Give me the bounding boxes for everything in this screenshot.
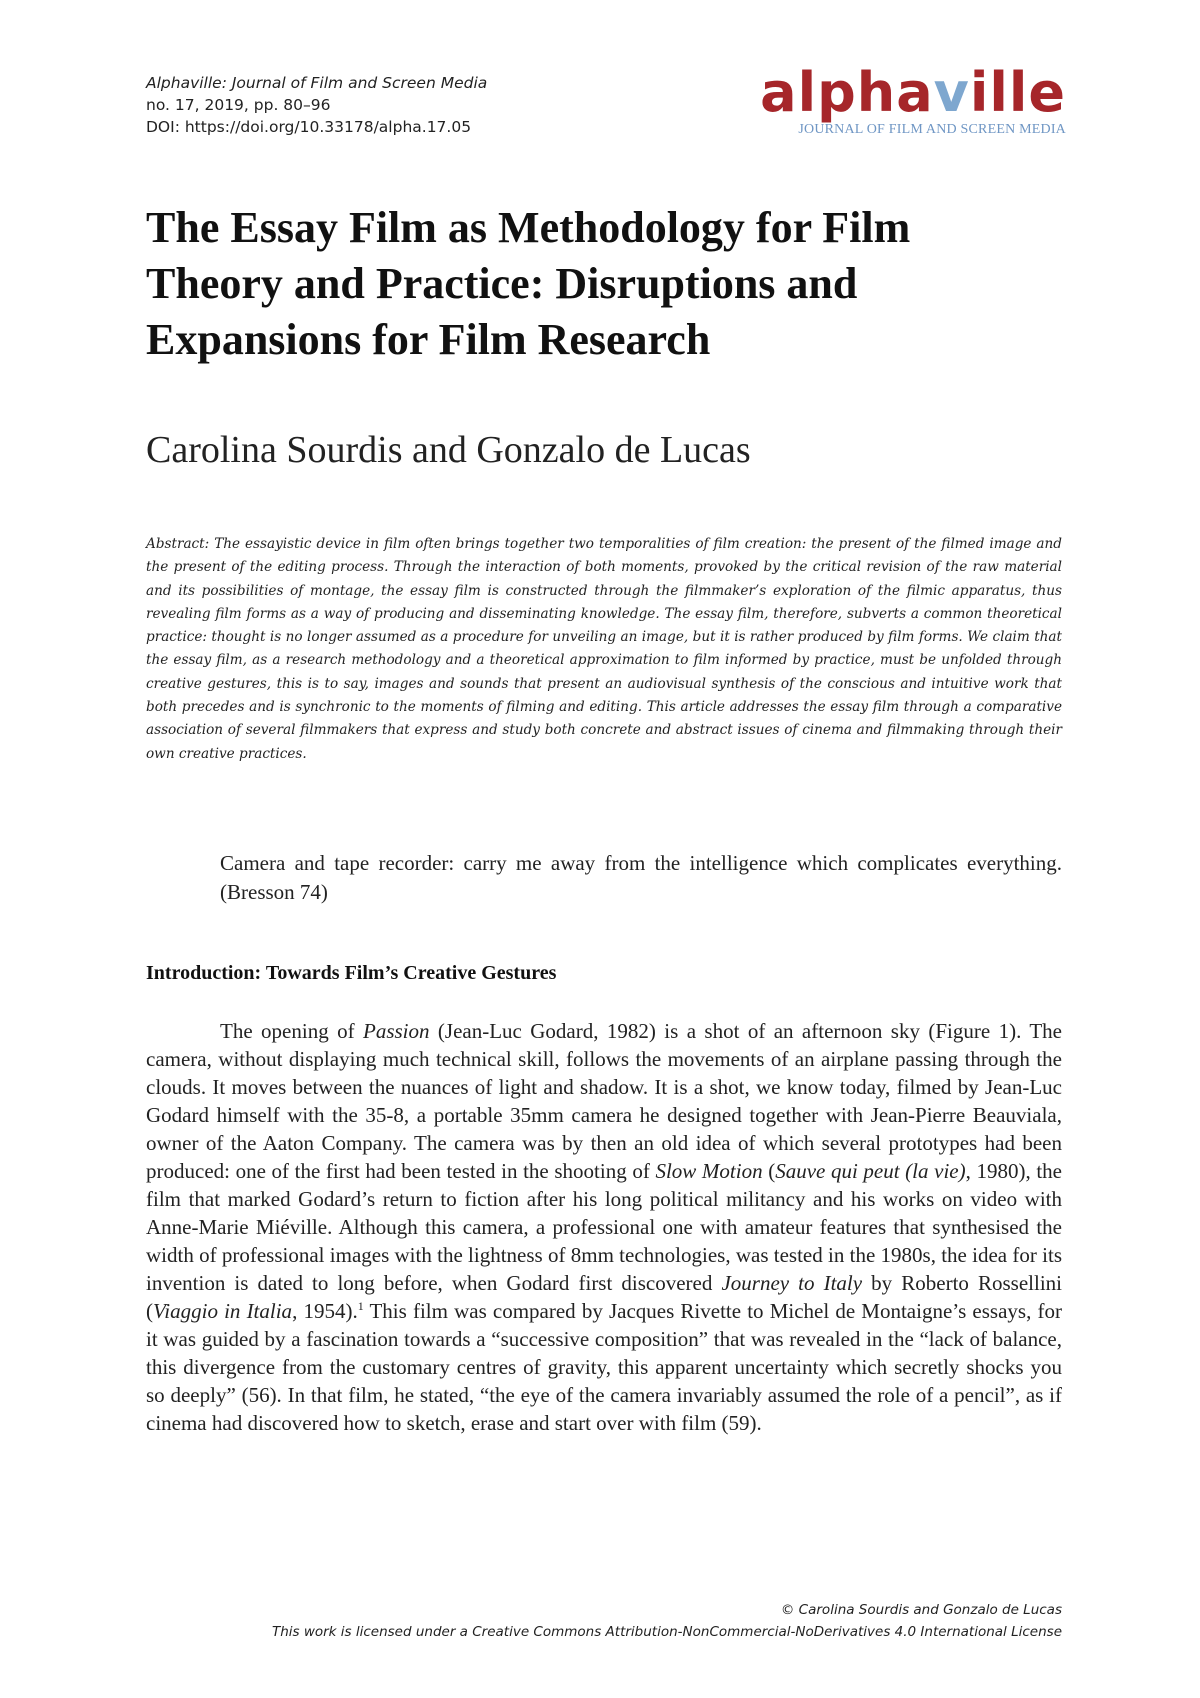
- film-title-slow-motion: Slow Motion: [655, 1159, 763, 1183]
- abstract: [146, 533, 1062, 766]
- body-text: (Jean-Luc Godard, 1982) is a shot of an afternoon sky (Figure 1). The camera, without displaying much technical skill, follows the movements of an airplane passing through the clouds. It moves between the nuances of light and shadow. It is a shot, we know today, filmed by Jean-Luc Godard himself with the 35-8, a portable 35mm camera he designed together with Jean-Pierre Beauviala, owner of the Aaton Company. The camera was by then an old idea of which several prototypes had been produced: one of the first had been tested in the shooting of: [146, 1019, 1062, 1183]
- logo-wordmark-accent: v: [933, 61, 970, 124]
- journal-name: Alphaville: Journal of Film and Screen Media: [146, 74, 488, 92]
- body-text: (: [762, 1159, 776, 1183]
- body-paragraph: [146, 1017, 1062, 1437]
- journal-metadata: [146, 72, 666, 138]
- film-title-sauve-qui-peut: Sauve qui peut (la vie): [775, 1159, 966, 1183]
- article-authors: Carolina Sourdis and Gonzalo de Lucas: [146, 429, 751, 471]
- page-footer: [146, 1599, 1062, 1643]
- body-text: The opening of: [220, 1019, 363, 1043]
- license-notice: This work is licensed under a Creative Commons Attribution-NonCommercial-NoDerivatives 4.0 International License: [271, 1624, 1062, 1640]
- body-text: , 1980), the film that marked Godard’s return to fiction after his long political militancy and his works on video with Anne-Marie Miéville. Although this camera, a professional one with amateur features that synthesised the width of professional images with the lightness of 8mm technologies, was tested in the 1980s, the idea for its invention is dated to long before, when Godard first discovered: [146, 1159, 1062, 1295]
- logo-tagline: JOURNAL OF FILM AND SCREEN MEDIA: [798, 122, 1066, 137]
- logo-wordmark-start: alpha: [760, 61, 934, 124]
- logo-wordmark-end: ille: [969, 61, 1066, 124]
- body-text: This film was compared by Jacques Rivette to Michel de Montaigne’s essays, for it was guided by a fascination towards a “successive composition” that was revealed in the “lack of balance, this divergence from the customary centres of gravity, this apparent uncertainty which secretly shocks you so deeply” (56). In that film, he stated, “the eye of the camera invariably assumed the role of a pencil”, as if cinema had discovered how to sketch, erase and start over with film (59).: [146, 1299, 1062, 1435]
- film-title-viaggio-in-italia: Viaggio in Italia: [153, 1299, 293, 1323]
- copyright-notice: © Carolina Sourdis and Gonzalo de Lucas: [780, 1602, 1062, 1618]
- abstract-label: Abstract:: [146, 536, 210, 552]
- epigraph-quote: Camera and tape recorder: carry me away from the intelligence which complicates everything. (Bresson 74): [220, 851, 1062, 904]
- film-title-passion: Passion: [363, 1019, 430, 1043]
- article-title: The Essay Film as Methodology for Film Theory and Practice: Disruptions and Expansions for Film Research: [146, 203, 911, 364]
- doi-link[interactable]: DOI: https://doi.org/10.33178/alpha.17.05: [146, 118, 472, 136]
- body-text: , 1954).: [292, 1299, 358, 1323]
- abstract-text: The essayistic device in film often brings together two temporalities of film creation: the present of the filmed image and the present of the editing process. Through the interaction of both moments, provoked by the critical revision of the raw material and its possibilities of montage, the essay film is constructed through the filmmaker’s exploration of the filmic apparatus, thus revealing film forms as a way of producing and disseminating knowledge. The essay film, therefore, subverts a common theoretical practice: thought is no longer assumed as a procedure for unveiling an image, but it is rather produced by film forms. We claim that the essay film, as a research methodology and a theoretical approximation to film informed by practice, must be unfolded through creative gestures, this is to say, images and sounds that present an audiovisual synthesis of the conscious and intuitive work that both precedes and is synchronic to the moments of filming and editing. This article addresses the essay film through a comparative association of several filmmakers that express and study both concrete and abstract issues of cinema and filmmaking through their own creative practices.: [146, 536, 1062, 762]
- body-text: by Roberto Rossellini (: [146, 1271, 1062, 1323]
- logo-wordmark: [706, 62, 1066, 124]
- footnote-reference[interactable]: 1: [357, 1299, 364, 1313]
- journal-logo: [706, 62, 1066, 142]
- section-heading: Introduction: Towards Film’s Creative Gestures: [146, 962, 557, 984]
- issue-info: no. 17, 2019, pp. 80–96: [146, 96, 331, 114]
- film-title-journey-to-italy: Journey to Italy: [721, 1271, 863, 1295]
